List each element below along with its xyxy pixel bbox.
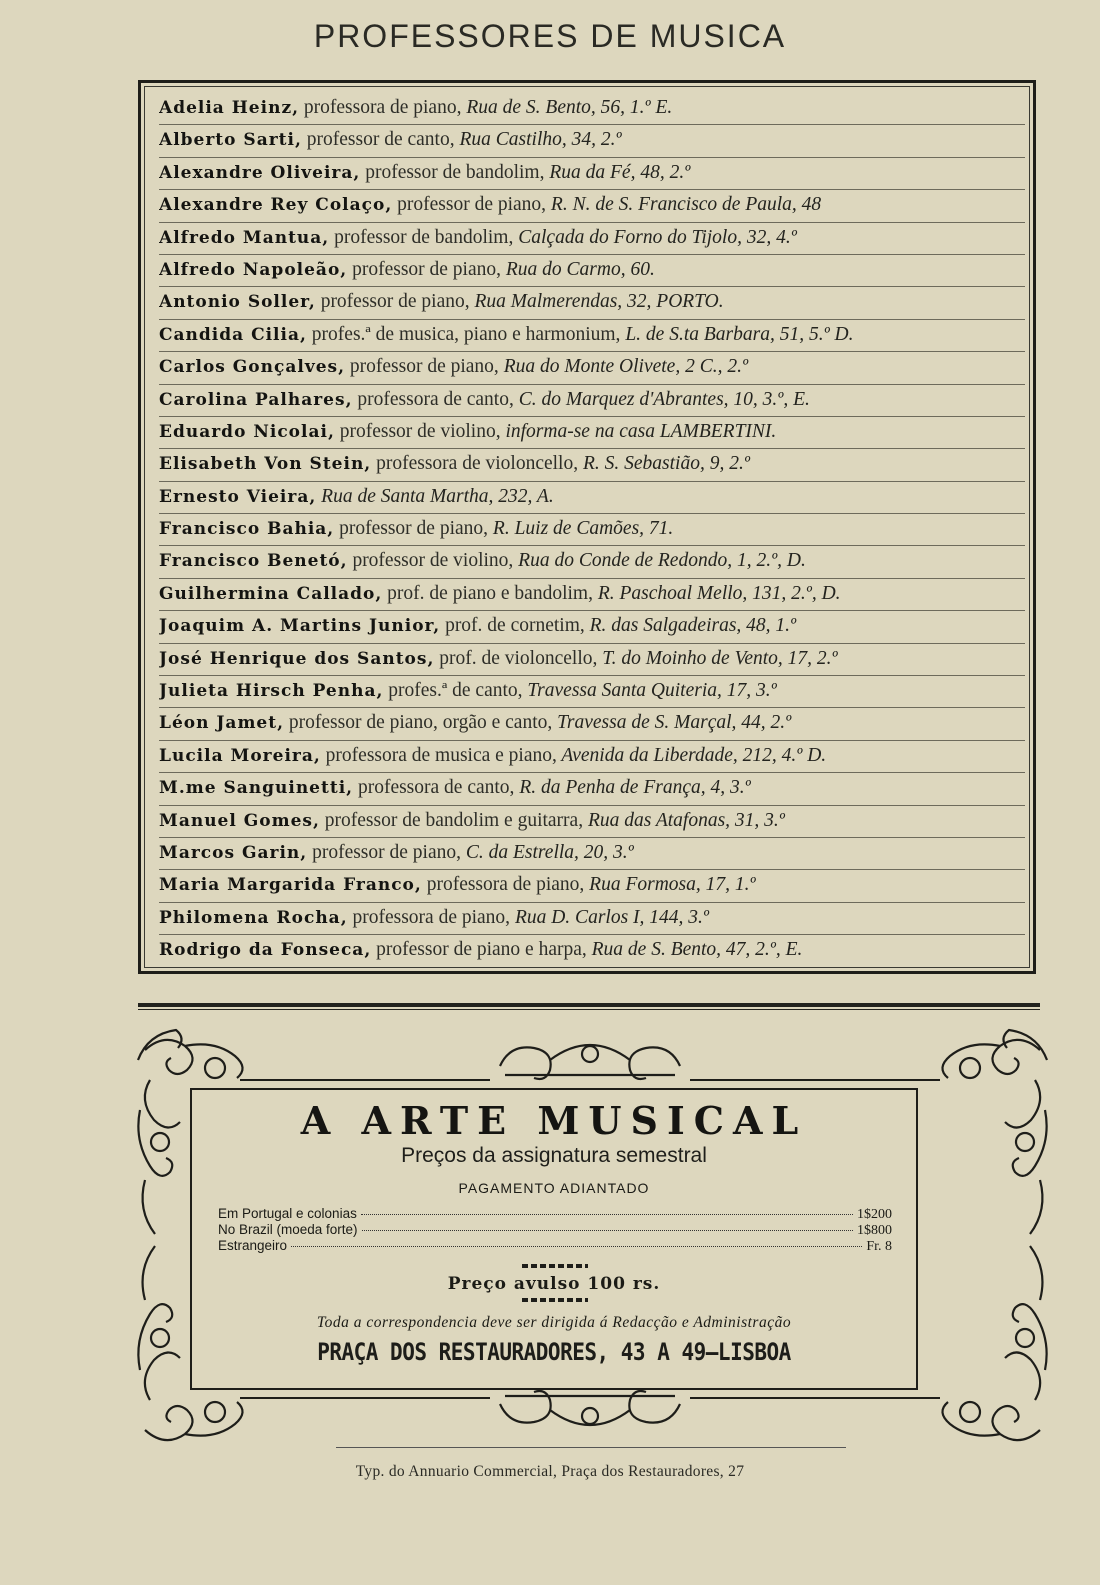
teacher-address: Rua da Fé, 48, 2.º bbox=[544, 161, 691, 183]
teacher-occupation: professora de piano, bbox=[299, 97, 462, 118]
dot-leader bbox=[362, 1230, 853, 1231]
teacher-occupation: prof. de cornetim, bbox=[440, 615, 585, 637]
teacher-name: Elisabeth Von Stein, bbox=[159, 454, 372, 475]
teacher-address: Rua do Monte Olivete, 2 C., 2.º bbox=[498, 356, 749, 378]
subscription-advert bbox=[190, 1088, 918, 1390]
teacher-address: Rua Formosa, 17, 1.º bbox=[584, 874, 756, 896]
teacher-address: R. Paschoal Mello, 131, 2.º, D. bbox=[592, 582, 841, 604]
price-value: 1$200 bbox=[857, 1207, 892, 1222]
scroll-ornament-icon bbox=[500, 1391, 680, 1425]
teacher-name: Manuel Gomes, bbox=[159, 810, 320, 831]
teacher-occupation: professor de violino, bbox=[334, 420, 501, 442]
advert-title: A ARTE MUSICAL bbox=[300, 1098, 808, 1143]
teacher-occupation: professor de piano e harpa, bbox=[371, 939, 587, 961]
teacher-address: Rua do Carmo, 60. bbox=[501, 258, 655, 280]
teacher-address: Calçada do Forno do Tijolo, 32, 4.º bbox=[513, 226, 797, 248]
teacher-address: R. S. Sebastião, 9, 2.º bbox=[578, 453, 750, 475]
correspondence-note: Toda a correspondencia deve ser dirigida á Redacção e Administração bbox=[316, 1314, 792, 1331]
teacher-name: Alberto Sarti, bbox=[159, 130, 302, 151]
teacher-name: Carlos Gonçalves, bbox=[159, 357, 346, 378]
advert-subtitle: Preços da assignatura semestral bbox=[401, 1144, 707, 1167]
teacher-address: Travessa Santa Quiteria, 17, 3.º bbox=[522, 680, 777, 702]
printer-footer: Typ. do Annuario Commercial, Praça dos Restauradores, 27 bbox=[355, 1463, 745, 1480]
decorative-rule-bottom bbox=[522, 1298, 588, 1302]
teacher-address: Rua de S. Bento, 47, 2.º, E. bbox=[586, 939, 803, 961]
teacher-address: T. do Moinho de Vento, 17, 2.º bbox=[597, 647, 838, 669]
price-label: No Brazil (moeda forte) bbox=[218, 1222, 358, 1237]
teacher-name: Alexandre Oliveira, bbox=[159, 162, 361, 183]
teacher-occupation: professora de violoncello, bbox=[371, 453, 579, 475]
teacher-name: Adelia Heinz, bbox=[159, 98, 300, 118]
teacher-name: Guilhermina Callado, bbox=[159, 583, 383, 604]
teacher-name: Francisco Benetó, bbox=[159, 551, 348, 572]
teacher-address: Rua de Santa Martha, 232, A. bbox=[316, 485, 554, 507]
teacher-name: Alfredo Napoleão, bbox=[159, 259, 348, 280]
teacher-name: Lucila Moreira, bbox=[159, 745, 321, 766]
teacher-address: Avenida da Liberdade, 212, 4.º D. bbox=[556, 744, 827, 766]
price-label: Em Portugal e colonias bbox=[218, 1206, 357, 1221]
teacher-name: Alexandre Rey Colaço, bbox=[159, 195, 393, 216]
single-issue-price: Preço avulso 100 rs. bbox=[447, 1274, 661, 1294]
payment-note: PAGAMENTO ADIANTADO bbox=[458, 1180, 650, 1196]
teacher-occupation: professor de piano, bbox=[345, 356, 499, 378]
teacher-name: Marcos Garin, bbox=[159, 842, 308, 863]
price-row-brazil bbox=[218, 1222, 892, 1238]
teacher-occupation: professor de canto, bbox=[301, 129, 455, 151]
teacher-address: Rua das Atafonas, 31, 3.º bbox=[583, 809, 785, 831]
teacher-occupation: professor de piano, orgão e canto, bbox=[284, 712, 553, 734]
teacher-address: C. do Marquez d'Abrantes, 10, 3.º, E. bbox=[513, 388, 810, 410]
teacher-name: Candida Cilia, bbox=[159, 324, 307, 345]
teacher-occupation: professor de piano, bbox=[392, 194, 547, 216]
teacher-name: Francisco Bahia, bbox=[159, 519, 335, 540]
teacher-occupation: professora de canto, bbox=[352, 388, 514, 410]
price-value: 1$800 bbox=[857, 1223, 892, 1238]
teacher-address: Rua Castilho, 34, 2.º bbox=[454, 129, 622, 151]
teacher-occupation: profes.ª de musica, piano e harmonium, bbox=[306, 323, 621, 345]
teacher-address: Travessa de S. Marçal, 44, 2.º bbox=[552, 712, 792, 734]
scroll-ornament-icon bbox=[942, 1030, 1047, 1234]
teacher-occupation: professor de bandolim e guitarra, bbox=[319, 809, 584, 831]
footer-rule bbox=[336, 1447, 846, 1448]
teacher-address: informa-se na casa LAMBERTINI. bbox=[500, 420, 777, 442]
dot-leader bbox=[361, 1214, 853, 1215]
teacher-name: Joaquim A. Martins Junior, bbox=[159, 616, 441, 637]
price-row-abroad bbox=[218, 1238, 892, 1254]
teacher-address: Rua do Conde de Redondo, 1, 2.º, D. bbox=[513, 550, 806, 572]
teacher-name: Philomena Rocha, bbox=[159, 907, 348, 928]
teacher-address: R. da Penha de França, 4, 3.º bbox=[514, 777, 751, 799]
teacher-occupation: professor de bandolim, bbox=[360, 161, 545, 183]
teacher-occupation: professor de bandolim, bbox=[329, 226, 514, 248]
teacher-name: Rodrigo da Fonseca, bbox=[159, 940, 372, 961]
price-list bbox=[218, 1206, 892, 1254]
teacher-occupation: professora de musica e piano, bbox=[320, 744, 557, 766]
scroll-ornament-icon bbox=[500, 1045, 680, 1079]
teacher-name: Alfredo Mantua, bbox=[159, 227, 330, 248]
dot-leader bbox=[291, 1246, 862, 1247]
teacher-name: Maria Margarida Franco, bbox=[159, 875, 422, 896]
teacher-name: Eduardo Nicolai, bbox=[159, 421, 335, 442]
teacher-occupation: professora de piano, bbox=[347, 906, 511, 928]
teacher-name: Carolina Palhares, bbox=[159, 389, 353, 410]
teacher-address: Rua D. Carlos I, 144, 3.º bbox=[510, 906, 709, 928]
teacher-occupation: profes.ª de canto, bbox=[383, 680, 523, 702]
teacher-name: Antonio Soller, bbox=[159, 292, 316, 313]
teacher-occupation: professor de piano, bbox=[307, 841, 461, 863]
decorative-rule-top bbox=[522, 1264, 588, 1268]
teacher-occupation: professor de violino, bbox=[347, 550, 514, 572]
teacher-address: Rua Malmerendas, 32, PORTO. bbox=[469, 291, 724, 313]
teacher-address: R. N. de S. Francisco de Paula, 48 bbox=[546, 194, 822, 216]
scroll-ornament-icon bbox=[942, 1246, 1046, 1440]
teacher-address: Rua de S. Bento, 56, 1.º E. bbox=[461, 97, 673, 118]
teacher-address: C. da Estrella, 20, 3.º bbox=[461, 841, 634, 863]
price-value: Fr. 8 bbox=[866, 1239, 892, 1254]
teacher-name: Ernesto Vieira, bbox=[159, 486, 317, 507]
teacher-occupation: prof. de piano e bandolim, bbox=[382, 582, 593, 604]
teacher-occupation: professor de piano, bbox=[315, 291, 470, 313]
teacher-address: R. das Salgadeiras, 48, 1.º bbox=[584, 615, 797, 637]
page-title: PROFESSORES DE MUSICA bbox=[313, 18, 787, 54]
teacher-occupation: professora de piano, bbox=[421, 874, 585, 896]
teacher-occupation: professor de piano, bbox=[334, 518, 489, 540]
teacher-name: José Henrique dos Santos, bbox=[159, 648, 435, 669]
office-address: PRAÇA DOS RESTAURADORES, 43 A 49—LISBOA bbox=[317, 1338, 791, 1366]
teacher-name: Léon Jamet, bbox=[159, 713, 285, 734]
teacher-address: L. de S.ta Barbara, 51, 5.º D. bbox=[620, 323, 854, 345]
price-label: Estrangeiro bbox=[218, 1238, 288, 1253]
teacher-address: R. Luiz de Camões, 71. bbox=[488, 518, 674, 540]
teacher-occupation: professor de piano, bbox=[347, 258, 502, 280]
price-row-portugal bbox=[218, 1206, 892, 1222]
teacher-occupation: professora de canto, bbox=[353, 777, 515, 799]
teacher-occupation: prof. de violoncello, bbox=[434, 647, 598, 669]
teacher-name: M.me Sanguinetti, bbox=[159, 778, 354, 799]
teacher-name: Julieta Hirsch Penha, bbox=[159, 681, 384, 702]
